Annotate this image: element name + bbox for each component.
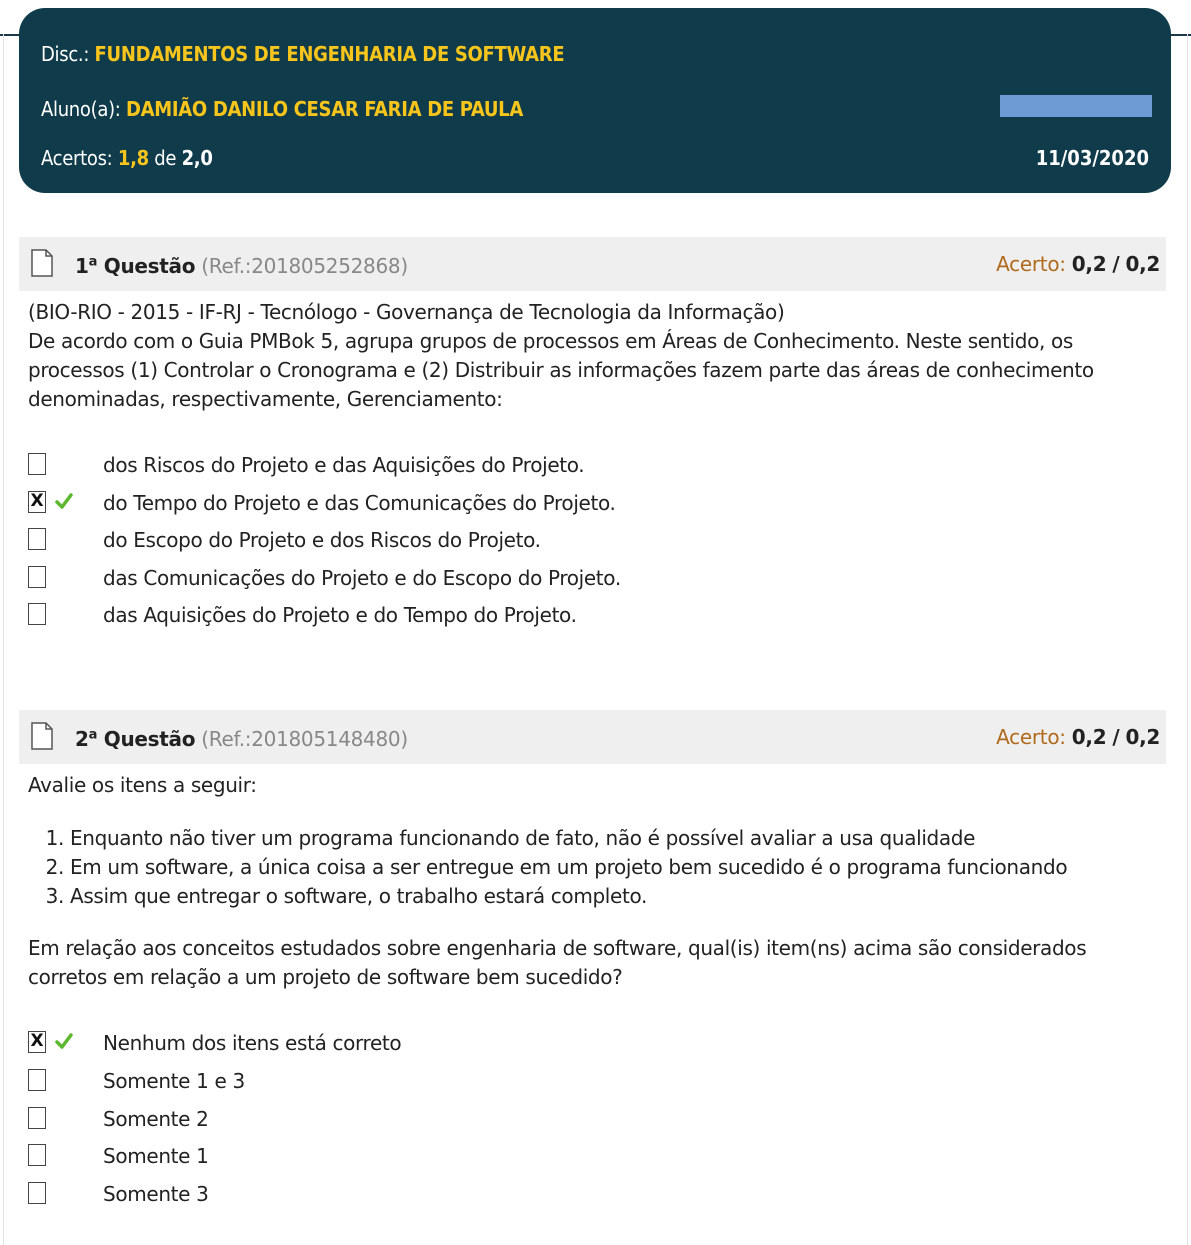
- question-1-title: [75, 254, 408, 278]
- option-checkbox[interactable]: [28, 453, 46, 475]
- question-1-option-2[interactable]: [28, 488, 928, 518]
- question-2-intro: Avalie os itens a seguir:: [28, 773, 257, 797]
- option-text: Somente 1 e 3: [103, 1069, 245, 1093]
- green-check-icon: [55, 1031, 73, 1051]
- acerto-separator: /: [1112, 725, 1120, 749]
- list-item: 2. Em um software, a única coisa a ser entregue em um projeto bem sucedido é o programa funcionando: [70, 853, 1168, 882]
- question-1-source: (BIO-RIO - 2015 - IF-RJ - Tecnólogo - Governança de Tecnologia da Informação): [28, 300, 785, 324]
- option-text: Somente 1: [103, 1144, 209, 1168]
- score-row: [41, 146, 213, 170]
- option-checkbox[interactable]: [28, 528, 46, 550]
- question-2-title: [75, 727, 408, 751]
- score-label: Acertos:: [41, 146, 113, 170]
- question-2-option-4[interactable]: [28, 1141, 928, 1171]
- acerto-total: 0,2: [1125, 252, 1160, 276]
- score-total: 2,0: [181, 146, 213, 170]
- exam-header: [19, 8, 1171, 193]
- student-label: Aluno(a):: [41, 97, 121, 121]
- question-title-label: Questão: [103, 727, 196, 751]
- option-checkbox-checked[interactable]: X: [28, 1031, 46, 1053]
- discipline-label: Disc.:: [41, 42, 90, 66]
- acerto-label: Acerto:: [996, 725, 1066, 749]
- question-2-option-1[interactable]: [28, 1028, 928, 1058]
- student-row: [41, 97, 523, 121]
- option-checkbox[interactable]: [28, 1107, 46, 1129]
- option-checkbox[interactable]: [28, 603, 46, 625]
- acerto-total: 0,2: [1125, 725, 1160, 749]
- student-name: DAMIÃO DANILO CESAR FARIA DE PAULA: [125, 97, 523, 121]
- question-ref: (Ref.:201805148480): [201, 727, 408, 751]
- acerto-value: 0,2: [1071, 725, 1107, 749]
- list-item: 1. Enquanto não tiver um programa funcionando de fato, não é possível avaliar a usa qualidade: [70, 824, 1168, 853]
- option-text: do Tempo do Projeto e das Comunicações do Projeto.: [103, 491, 616, 515]
- discipline-row: [41, 42, 564, 66]
- score-of: de: [154, 146, 177, 170]
- question-2-option-5[interactable]: [28, 1179, 928, 1209]
- option-checkbox[interactable]: [28, 1182, 46, 1204]
- question-ref: (Ref.:201805252868): [201, 254, 408, 278]
- discipline-value: FUNDAMENTOS DE ENGENHARIA DE SOFTWARE: [94, 42, 565, 66]
- question-1-option-3[interactable]: [28, 525, 928, 555]
- score-value: 1,8: [117, 146, 149, 170]
- question-1-text: [28, 298, 1168, 414]
- option-checkbox[interactable]: [28, 566, 46, 588]
- document-icon: [31, 249, 53, 277]
- question-2-score: [996, 725, 1160, 749]
- question-2-statement: Em relação aos conceitos estudados sobre engenharia de software, qual(is) item(ns) acima são considerados corretos em relação a um projeto de software bem sucedido?: [28, 936, 1087, 989]
- page-frame-left: [3, 34, 4, 1245]
- option-text: dos Riscos do Projeto e das Aquisições do Projeto.: [103, 453, 585, 477]
- option-text: do Escopo do Projeto e dos Riscos do Projeto.: [103, 528, 541, 552]
- option-checkbox[interactable]: [28, 1144, 46, 1166]
- option-checkbox-checked[interactable]: X: [28, 491, 46, 513]
- question-1-option-1[interactable]: [28, 450, 928, 480]
- question-1-option-5[interactable]: [28, 600, 928, 630]
- redacted-field: [1000, 95, 1152, 117]
- option-checkbox[interactable]: [28, 1069, 46, 1091]
- question-number: 1: [75, 254, 89, 278]
- question-2-option-2[interactable]: [28, 1066, 928, 1096]
- question-1-header: [19, 237, 1166, 291]
- question-2-header: [19, 710, 1166, 764]
- exam-date: 11/03/2020: [1035, 146, 1149, 170]
- acerto-separator: /: [1112, 252, 1120, 276]
- green-check-icon: [55, 491, 73, 511]
- document-icon: [31, 722, 53, 750]
- option-text: Somente 2: [103, 1107, 209, 1131]
- question-1-score: [996, 252, 1160, 276]
- ordinal-indicator: a: [88, 727, 98, 743]
- page-frame-right: [1187, 34, 1188, 1245]
- option-text: das Comunicações do Projeto e do Escopo do Projeto.: [103, 566, 621, 590]
- items-list: [28, 824, 1168, 911]
- list-item: 3. Assim que entregar o software, o trabalho estará completo.: [70, 882, 1168, 911]
- acerto-label: Acerto:: [996, 252, 1066, 276]
- question-number: 2: [75, 727, 89, 751]
- option-text: das Aquisições do Projeto e do Tempo do Projeto.: [103, 603, 577, 627]
- option-text: Nenhum dos itens está correto: [103, 1031, 402, 1055]
- question-1-option-4[interactable]: [28, 563, 928, 593]
- question-title-label: Questão: [103, 254, 196, 278]
- question-1-statement: De acordo com o Guia PMBok 5, agrupa grupos de processos em Áreas de Conhecimento. Neste sentido, os processos (1) Controlar o Cronograma e (2) Distribuir as informações fazem parte das áreas de conhecimento denominadas, respectivamente, Gerenciamento:: [28, 329, 1094, 411]
- question-2-option-3[interactable]: [28, 1104, 928, 1134]
- acerto-value: 0,2: [1071, 252, 1107, 276]
- question-2-items: [28, 824, 1168, 911]
- ordinal-indicator: a: [88, 254, 98, 270]
- option-text: Somente 3: [103, 1182, 209, 1206]
